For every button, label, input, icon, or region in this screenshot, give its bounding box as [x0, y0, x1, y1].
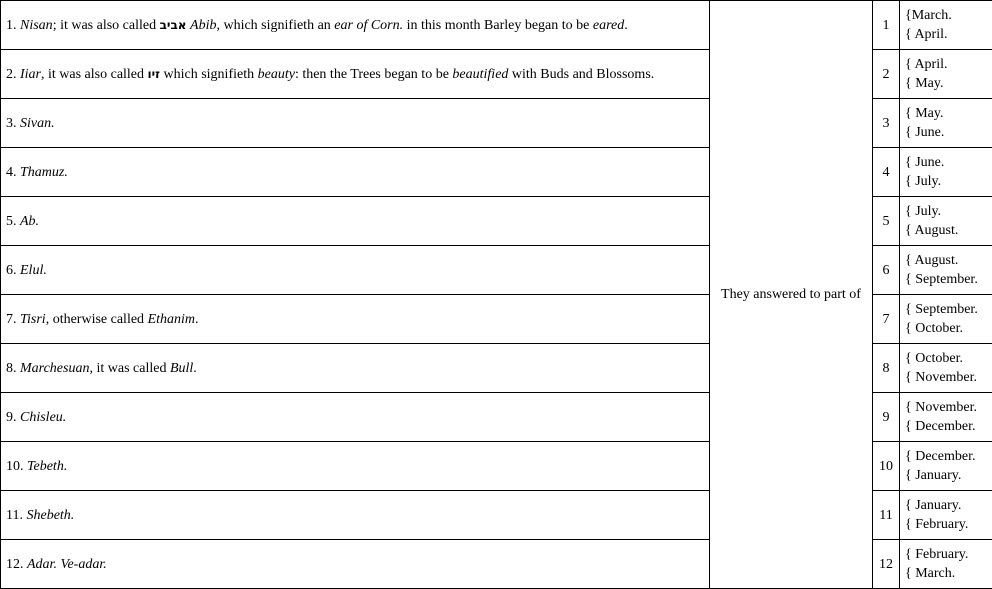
description-text: .: [624, 17, 628, 33]
english-month: { August.: [905, 223, 959, 238]
row-number: 2.: [6, 66, 20, 82]
english-month: { March.: [905, 566, 956, 581]
hebrew-month-cell: [1, 491, 710, 540]
alternate-name: Abib: [190, 17, 217, 33]
row-number: 11.: [6, 507, 27, 523]
month-name: Iiar: [20, 66, 41, 82]
description-text: , otherwise called: [45, 311, 148, 327]
english-month: { June.: [905, 155, 945, 170]
english-months-cell: [900, 344, 992, 393]
english-month: { February.: [905, 517, 969, 532]
row-number: 10.: [6, 458, 27, 474]
answer-label-cell: [710, 1, 873, 589]
verb-text: eared: [592, 17, 625, 33]
month-name: Elul.: [20, 262, 47, 278]
answer-label: They answered to part of: [721, 287, 861, 302]
english-month: { June.: [905, 125, 945, 140]
english-month: { November.: [905, 370, 978, 385]
row-number: 9.: [6, 409, 20, 425]
description-text: with Buds and Blossoms.: [508, 66, 655, 82]
english-months-cell: [900, 99, 992, 148]
hebrew-word: זיו: [147, 66, 160, 81]
english-month: { July.: [905, 174, 942, 189]
hebrew-month-cell: [1, 50, 710, 99]
row-number: 7.: [6, 311, 20, 327]
english-month: { April.: [905, 27, 948, 42]
english-months-cell: [900, 491, 992, 540]
row-number: 8.: [6, 360, 20, 376]
row-number: 12.: [6, 556, 27, 572]
description-text: .: [193, 360, 197, 376]
english-months-cell: [900, 540, 992, 589]
description-text: .: [195, 311, 199, 327]
verb-text: beautified: [452, 66, 509, 82]
english-months-cell: [900, 1, 992, 50]
month-name: Tisri: [20, 311, 46, 327]
month-number: 6: [873, 246, 900, 295]
row-number: 5.: [6, 213, 20, 229]
hebrew-month-cell: [1, 295, 710, 344]
row-number: 6.: [6, 262, 20, 278]
month-name: Chisleu.: [20, 409, 67, 425]
english-month: { April.: [905, 57, 948, 72]
month-number: 1: [873, 1, 900, 50]
english-month: { October.: [905, 351, 964, 366]
alternate-name: Ethanim: [147, 311, 196, 327]
row-number: 4.: [6, 164, 20, 180]
month-name: Thamuz.: [20, 164, 68, 180]
english-months-cell: [900, 197, 992, 246]
hebrew-month-cell: [1, 148, 710, 197]
alternate-name: Bull: [169, 360, 194, 376]
hebrew-month-cell: [1, 344, 710, 393]
english-month: {March.: [905, 8, 952, 23]
english-months-cell: [900, 393, 992, 442]
month-number: 3: [873, 99, 900, 148]
month-number: 12: [873, 540, 900, 589]
description-text: ; it was also called: [52, 17, 160, 33]
english-month: { January.: [905, 468, 962, 483]
description-text: , it was called: [89, 360, 170, 376]
month-number: 5: [873, 197, 900, 246]
hebrew-month-cell: [1, 197, 710, 246]
description-text: which signifieth: [160, 66, 258, 82]
english-months-cell: [900, 50, 992, 99]
month-number: 8: [873, 344, 900, 393]
english-month: { November.: [905, 400, 978, 415]
meaning-text: ear of Corn.: [334, 17, 404, 33]
month-number: 4: [873, 148, 900, 197]
meaning-text: beauty: [257, 66, 295, 82]
english-month: { October.: [905, 321, 964, 336]
english-month: { May.: [905, 76, 944, 91]
row-number: 1.: [6, 17, 20, 33]
english-months-cell: [900, 148, 992, 197]
english-months-cell: [900, 295, 992, 344]
month-name: Sivan.: [20, 115, 55, 131]
month-number: 10: [873, 442, 900, 491]
month-name: Adar. Ve-adar.: [27, 556, 107, 572]
english-month: { January.: [905, 498, 962, 513]
month-name: Tebeth.: [27, 458, 68, 474]
description-text: , it was also called: [41, 66, 148, 82]
description-text: , which signifieth an: [216, 17, 335, 33]
month-number: 7: [873, 295, 900, 344]
hebrew-word: אביב: [159, 17, 187, 32]
month-name: Marchesuan: [20, 360, 90, 376]
hebrew-month-cell: [1, 246, 710, 295]
description-text: in this month Barley began to be: [403, 17, 593, 33]
english-months-cell: [900, 442, 992, 491]
month-name: Shebeth.: [26, 507, 75, 523]
hebrew-month-cell: [1, 99, 710, 148]
english-month: { September.: [905, 272, 978, 287]
description-text: : then the Trees began to be: [294, 66, 453, 82]
english-month: { December.: [905, 419, 976, 434]
english-month: { December.: [905, 449, 976, 464]
table-row: [1, 1, 992, 50]
english-month: { May.: [905, 106, 944, 121]
hebrew-month-cell: [1, 442, 710, 491]
english-month: { July.: [905, 204, 942, 219]
english-months-cell: [900, 246, 992, 295]
english-month: { September.: [905, 302, 978, 317]
hebrew-month-cell: [1, 393, 710, 442]
hebrew-month-cell: [1, 1, 710, 50]
month-number: 11: [873, 491, 900, 540]
row-number: 3.: [6, 115, 20, 131]
english-month: { August.: [905, 253, 959, 268]
hebrew-month-cell: [1, 540, 710, 589]
english-month: { February.: [905, 547, 969, 562]
month-number: 9: [873, 393, 900, 442]
month-name: Ab.: [20, 213, 40, 229]
month-name: Nisan: [20, 17, 53, 33]
month-number: 2: [873, 50, 900, 99]
